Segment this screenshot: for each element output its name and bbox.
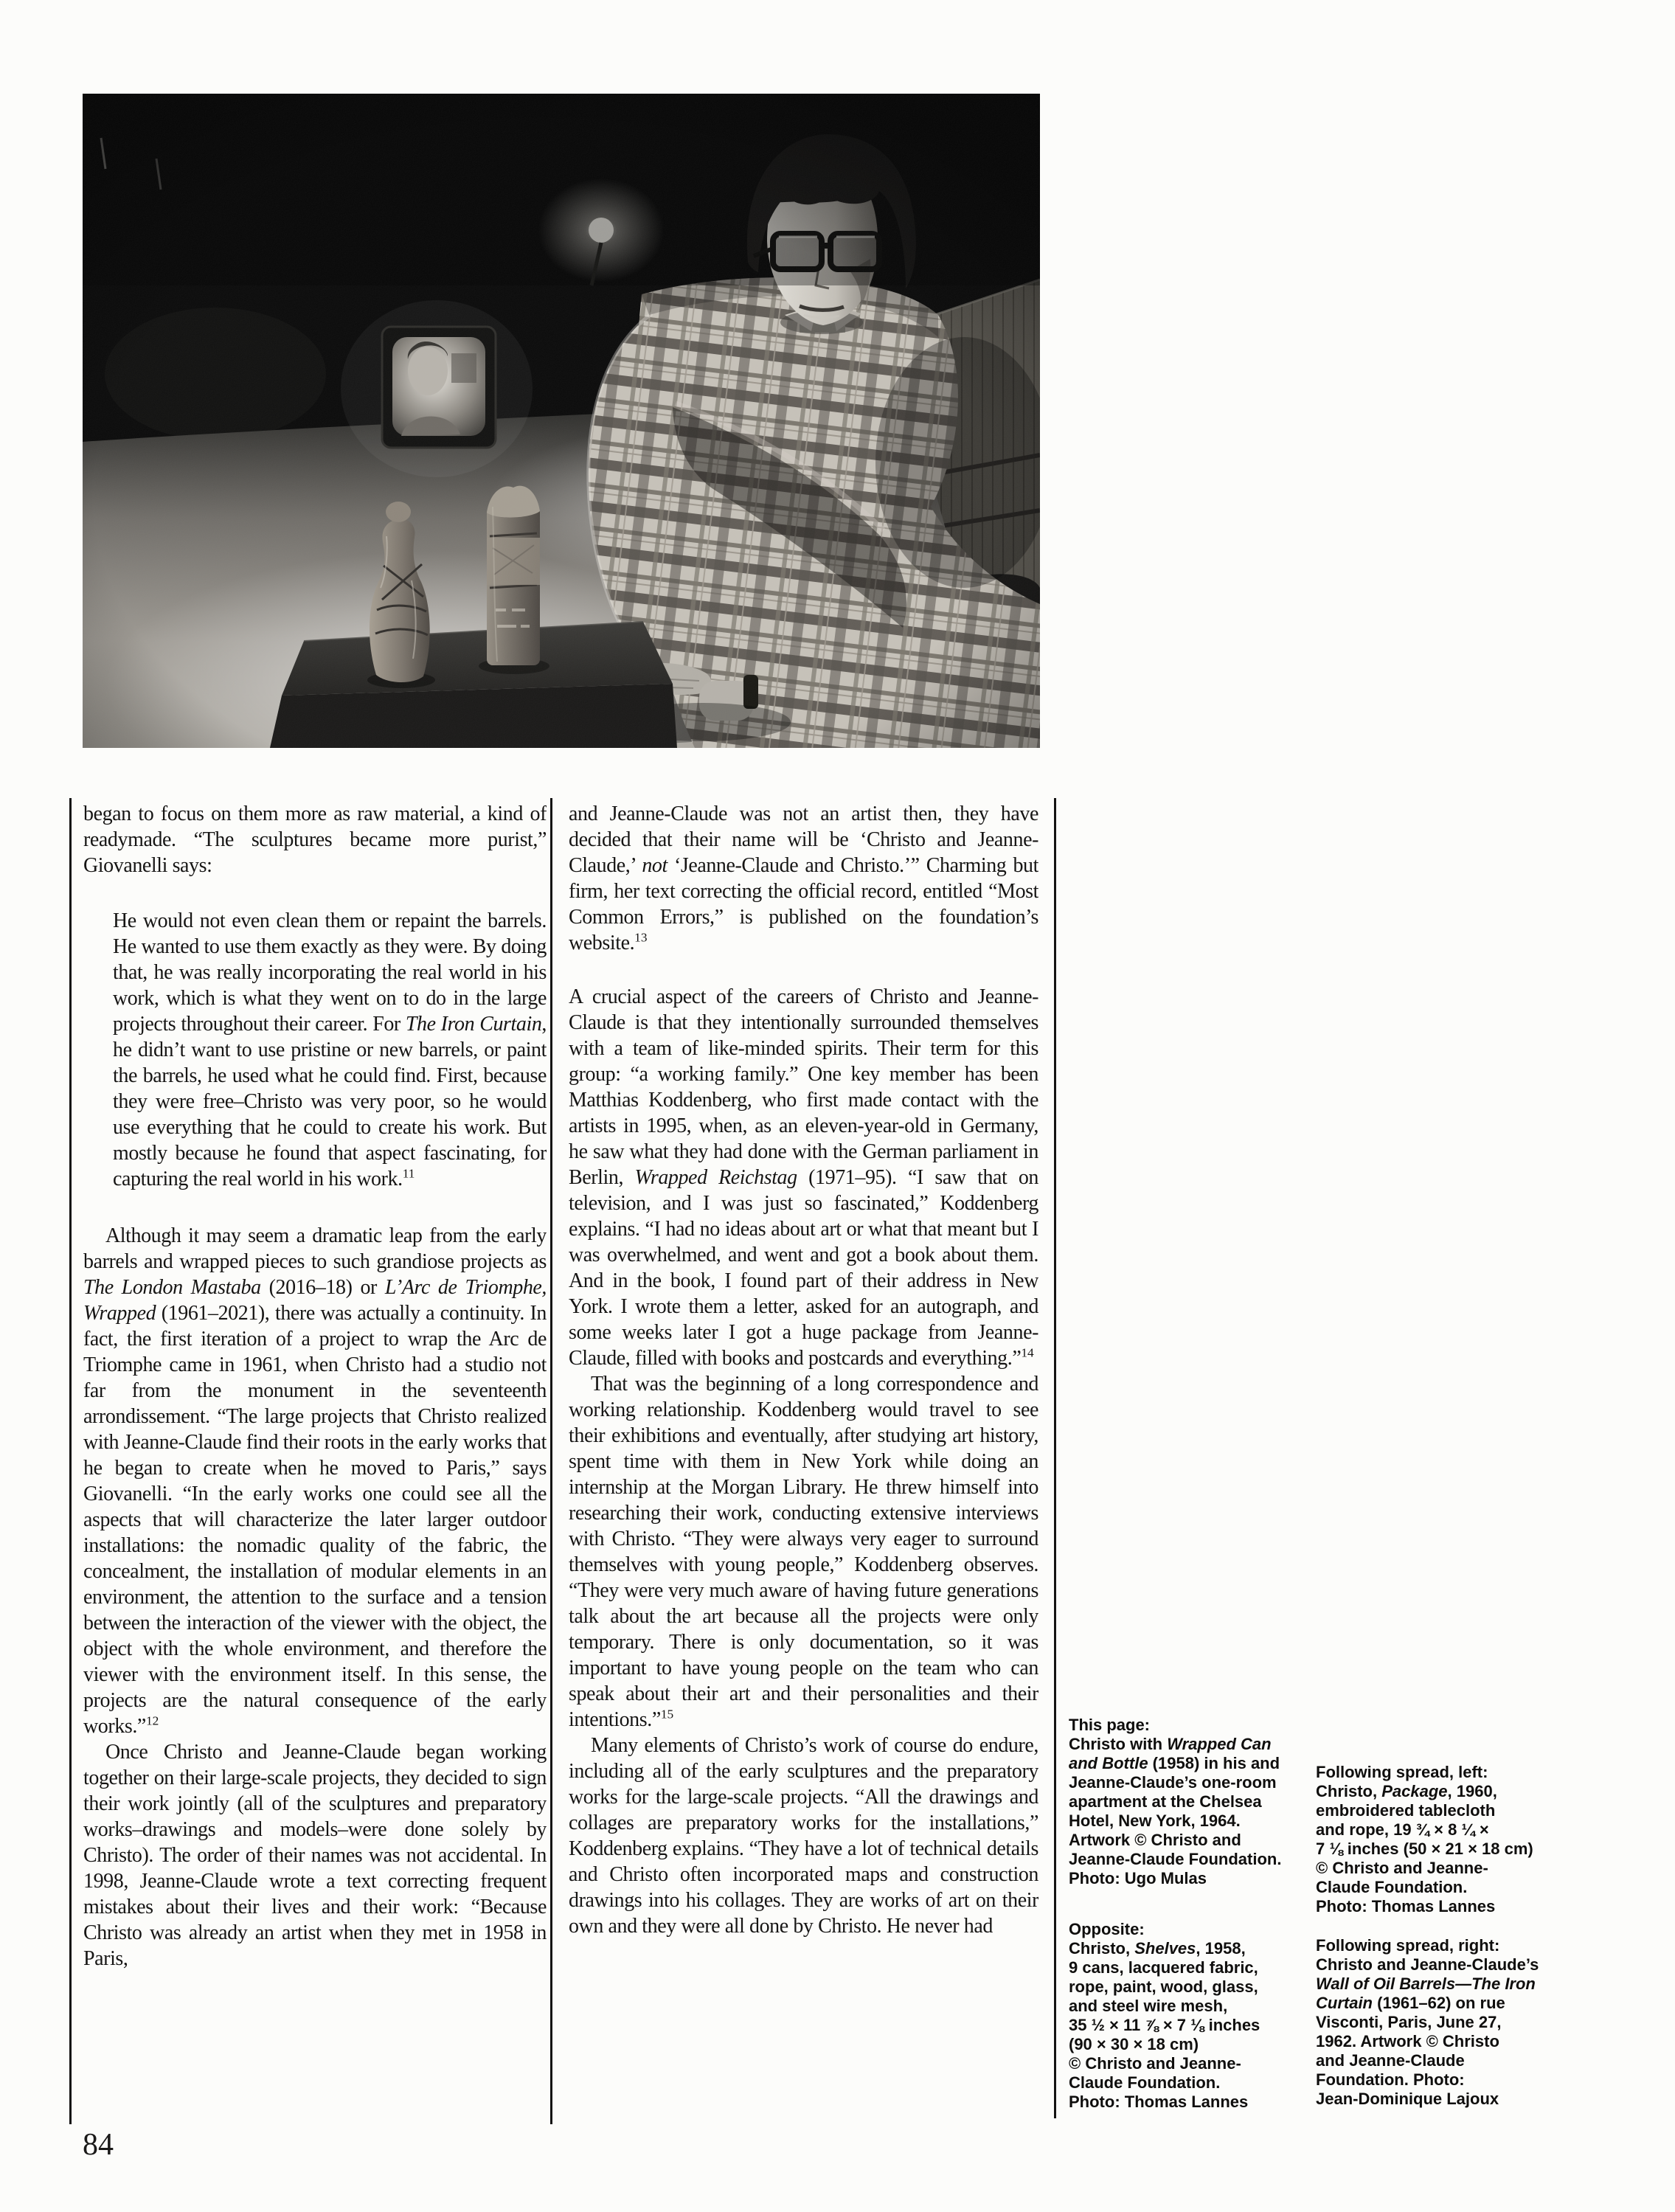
- caption-following-spread-left: Following spread, left: Christo, Package, 1960, embroidered tablecloth and rope, 19 ¾ × 8 ¼ × 7 ⅛ inches (50 × 21 × 18 cm) © Christo and Jeanne- Claude Foundation. Photo: Thomas Lannes: [1316, 1763, 1533, 1915]
- paragraph: Although it may seem a dramatic leap from the early barrels and wrapped pieces to such grandiose projects as The London Mastaba (2016–18) or L’Arc de Triomphe, Wrapped (1961–2021), there was actually a continuity. In fact, the first iteration of a project to wrap the Arc de Triomphe came in 1961, when Christo had a studio not far from the monument in the seventeenth arrondissement. “The large projects that Christo realized with Jeanne-Claude find their roots in the early works that he began to create when he moved to Paris,” says Giovanelli. “In the early works one could see all the aspects that will characterize the later larger outdoor installations: the nomadic quality of the fabric, the concealment, the installation of modular elements in an environment, the attention to the surface and a tension between the interaction of the viewer with the object, the object with the whole environment, and therefore the viewer with the environment itself. In this sense, the projects are the natural consequence of the early works.”$^{12}$: [83, 1224, 547, 1738]
- body-column-1: [83, 801, 547, 2136]
- center-column-rule: [550, 798, 552, 2124]
- paragraph-section: A crucial aspect of the careers of Christo and Jeanne-Claude is that they intentionally surrounded themselves with a team of like-minded spirits. Their term for this group: “a working family.” One key member has been Matthias Koddenberg, who first made contact with the artists in 1995, when, as an eleven-year-old in Germany, he saw what they had done with the German parliament in Berlin, Wrapped Reichstag (1971–95). “I saw that on television, and I was just so fascinated,” Koddenberg explains. “I had no ideas about art or what that meant but I was overwhelmed, and went and got a book about them. And in the book, I found part of their address in New York. I wrote them a letter, asked for an autograph, and some weeks later I got a huge package from Jeanne-Claude, filled with books and postcards and everything.”$^{14}$: [569, 985, 1038, 1370]
- page-number: 84: [83, 2128, 114, 2162]
- blockquote: He would not even clean them or repaint the barrels. He wanted to use them exactly as they were. By doing that, he was really incorporating the real world in his work, which is what they went on to do in the large projects throughout their career. For The Iron Curtain, he didn’t want to use pristine or new barrels, or paint the barrels, he used what he could find. First, because they were free–Christo was very poor, so he would use everything that he could to create his work. But mostly because he found that aspect fascinating, for capturing the real world in his work.$^{11}$: [113, 909, 547, 1190]
- paragraph: That was the beginning of a long correspondence and working relationship. Koddenberg would travel to see their exhibitions and eventually, after studying art history, spent time with them in New York while doing an internship at the Morgan Library. He threw himself into researching their work, conducting extensive interviews with Christo. “They were always very eager to surround themselves with young people,” Koddenberg observes. “They were very much aware of having future generations talk about the art because all the projects were only temporary. There is only documentation, so it was important to have young people on the team who can speak about their art and their personalities and their intentions.”$^{15}$: [569, 1373, 1038, 1731]
- caption-following-spread-right: Following spread, right: Christo and Jeanne-Claude’s Wall of Oil Barrels—The Iron Curtain (1961–62) on rue Visconti, Paris, June 27, 1962. Artwork © Christo and Jeanne-Claude Foundation. Photo: Jean-Dominique Lajoux: [1316, 1936, 1539, 2108]
- body-column-2: [569, 801, 1038, 2136]
- left-column-rule: [69, 798, 72, 2124]
- christo-portrait-photo: [83, 94, 1040, 748]
- caption-column-rule: [1054, 798, 1056, 2118]
- caption-this-page: This page: Christo with Wrapped Can and Bottle (1958) in his and Jeanne-Claude’s one-room apartment at the Chelsea Hotel, New York, 1964. Artwork © Christo and Jeanne-Claude Foundation. Photo: Ugo Mulas: [1069, 1716, 1282, 1887]
- paragraph: Once Christo and Jeanne-Claude began working together on their large-scale projects, they decided to sign their work jointly (all of the sculptures and preparatory works–drawings and models–were done solely by Christo). The order of their names was not accidental. In 1998, Jeanne-Claude wrote a text correcting frequent mistakes about their lives and their work: “Because Christo was already an artist when they met in 1958 in Paris,: [83, 1741, 547, 1970]
- photo-illustration: [83, 94, 1040, 748]
- paragraph-continued: began to focus on them more as raw material, a kind of readymade. “The sculptures became more purist,” Giovanelli says:: [83, 802, 547, 877]
- caption-opposite: Opposite: Christo, Shelves, 1958, 9 cans, lacquered fabric, rope, paint, wood, glass, and steel wire mesh, 35 ½ × 11 ⅞ × 7 ⅛ inches (90 × 30 × 18 cm) © Christo and Jeanne- Claude Foundation. Photo: Thomas Lannes: [1069, 1920, 1260, 2111]
- paragraph-continued: and Jeanne-Claude was not an artist then, they have decided that their name will be ‘Christo and Jeanne-Claude,’ not ‘Jeanne-Claude and Christo.’” Charming but firm, her text correcting the official record, entitled “Most Common Errors,” is published on the foundation’s website.$^{13}$: [569, 802, 1038, 954]
- paragraph: Many elements of Christo’s work of course do endure, including all of the early sculptures and the preparatory works for the large-scale projects. “All the drawings and collages are preparatory works for the installations,” Koddenberg explains. “They have a lot of technical details and Christo often incorporated maps and construction drawings into his collages. They are works of art on their own and they were all done by Christo. He never had: [569, 1734, 1038, 1938]
